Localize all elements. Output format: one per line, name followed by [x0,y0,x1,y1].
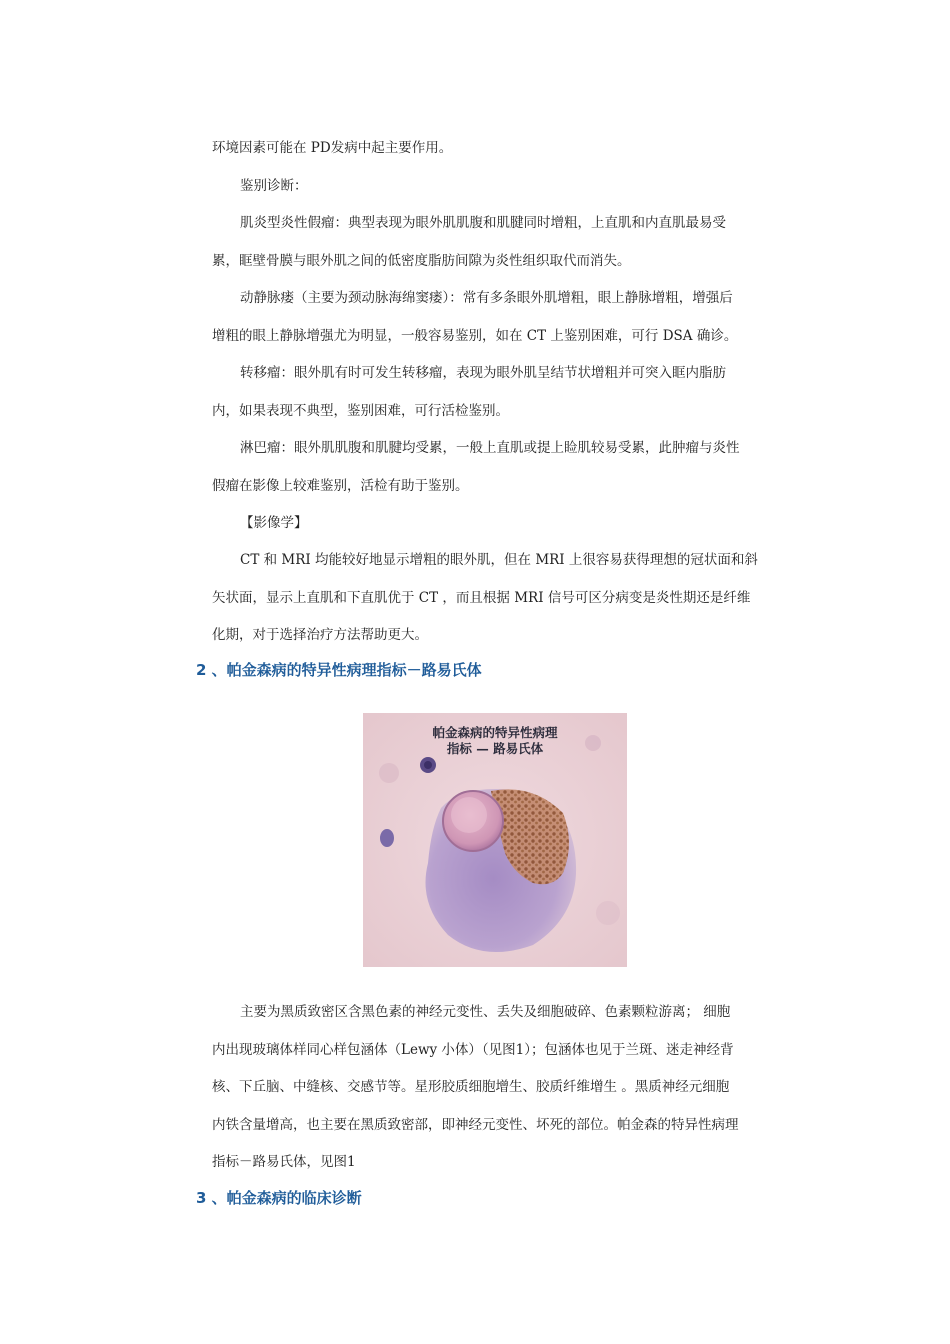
paragraph-lymphoma [212,430,777,505]
lewy-body-figure [363,713,627,967]
paragraph-myositis [212,205,777,280]
paragraph-environment [212,130,777,168]
text-line: 肌炎型炎性假瘤：典型表现为眼外肌肌腹和肌腱同时增粗，上直肌和内直肌最易受 [240,215,726,231]
text-line: 转移瘤：眼外肌有时可发生转移瘤，表现为眼外肌呈结节状增粗并可突入眶内脂肪 [240,365,726,381]
paragraph-av-fistula [212,280,777,355]
paragraph-imaging-title [212,505,777,543]
paragraph-pathology [212,994,777,1182]
text-line: 假瘤在影像上较难鉴别，活检有助于鉴别。 [212,477,469,494]
text-line: CT 和 MRI 均能较好地显示增粗的眼外肌，但在 MRI 上很容易获得理想的冠状面和斜 [240,552,758,568]
text-line: 鉴别诊断： [240,178,308,194]
text-line: 环境因素可能在 PD发病中起主要作用。 [212,140,453,156]
text-line: 矢状面，显示上直肌和下直肌优于 CT ，而且根据 MRI 信号可区分病变是炎性期还是纤维 [212,589,751,606]
text-line: 动静脉瘘（主要为颈动脉海绵窦瘘）：常有多条眼外肌增粗，眼上静脉增粗，增强后 [240,290,733,306]
text-line: 累，眶壁骨膜与眼外肌之间的低密度脂肪间隙为炎性组织取代而消失。 [212,252,631,269]
text-line: 增粗的眼上静脉增强尤为明显，一般容易鉴别，如在 CT 上鉴别困难，可行 DSA 确诊。 [212,327,738,344]
section-heading-3: 3 、帕金森病的临床诊断 [196,1189,362,1207]
text-line: 化期，对于选择治疗方法帮助更大。 [212,627,428,643]
text-line: 内出现玻璃体样同心样包涵体（Lewy 小体）（见图1）；包涵体也见于兰斑、迷走神经背 [212,1041,734,1058]
text-line: 主要为黑质致密区含黑色素的神经元变性、丢失及细胞破碎、色素颗粒游离； 细胞 [240,1004,731,1020]
paragraph-metastasis [212,355,777,430]
text-line: 【影像学】 [240,515,308,531]
section-heading-2: 2 、帕金森病的特异性病理指标－路易氏体 [196,661,482,679]
text-line: 内，如果表现不典型，鉴别困难，可行活检鉴别。 [212,402,509,419]
paragraph-differential-title [212,168,777,206]
text-line: 内铁含量增高，也主要在黑质致密部，即神经元变性、坏死的部位。帕金森的特异性病理 [212,1116,739,1133]
figure-caption-line2: 指标 — 路易氏体 [446,741,544,756]
figure-caption-line1: 帕金森病的特异性病理 [432,725,558,740]
text-line: 指标－路易氏体，见图1 [212,1154,356,1170]
text-line: 淋巴瘤：眼外肌肌腹和肌腱均受累，一般上直肌或提上睑肌较易受累，此肿瘤与炎性 [240,440,740,456]
text-line: 核、下丘脑、中缝核、交感节等。星形胶质细胞增生、胶质纤维增生 。黑质神经元细胞 [212,1079,730,1095]
paragraph-imaging [212,542,777,655]
